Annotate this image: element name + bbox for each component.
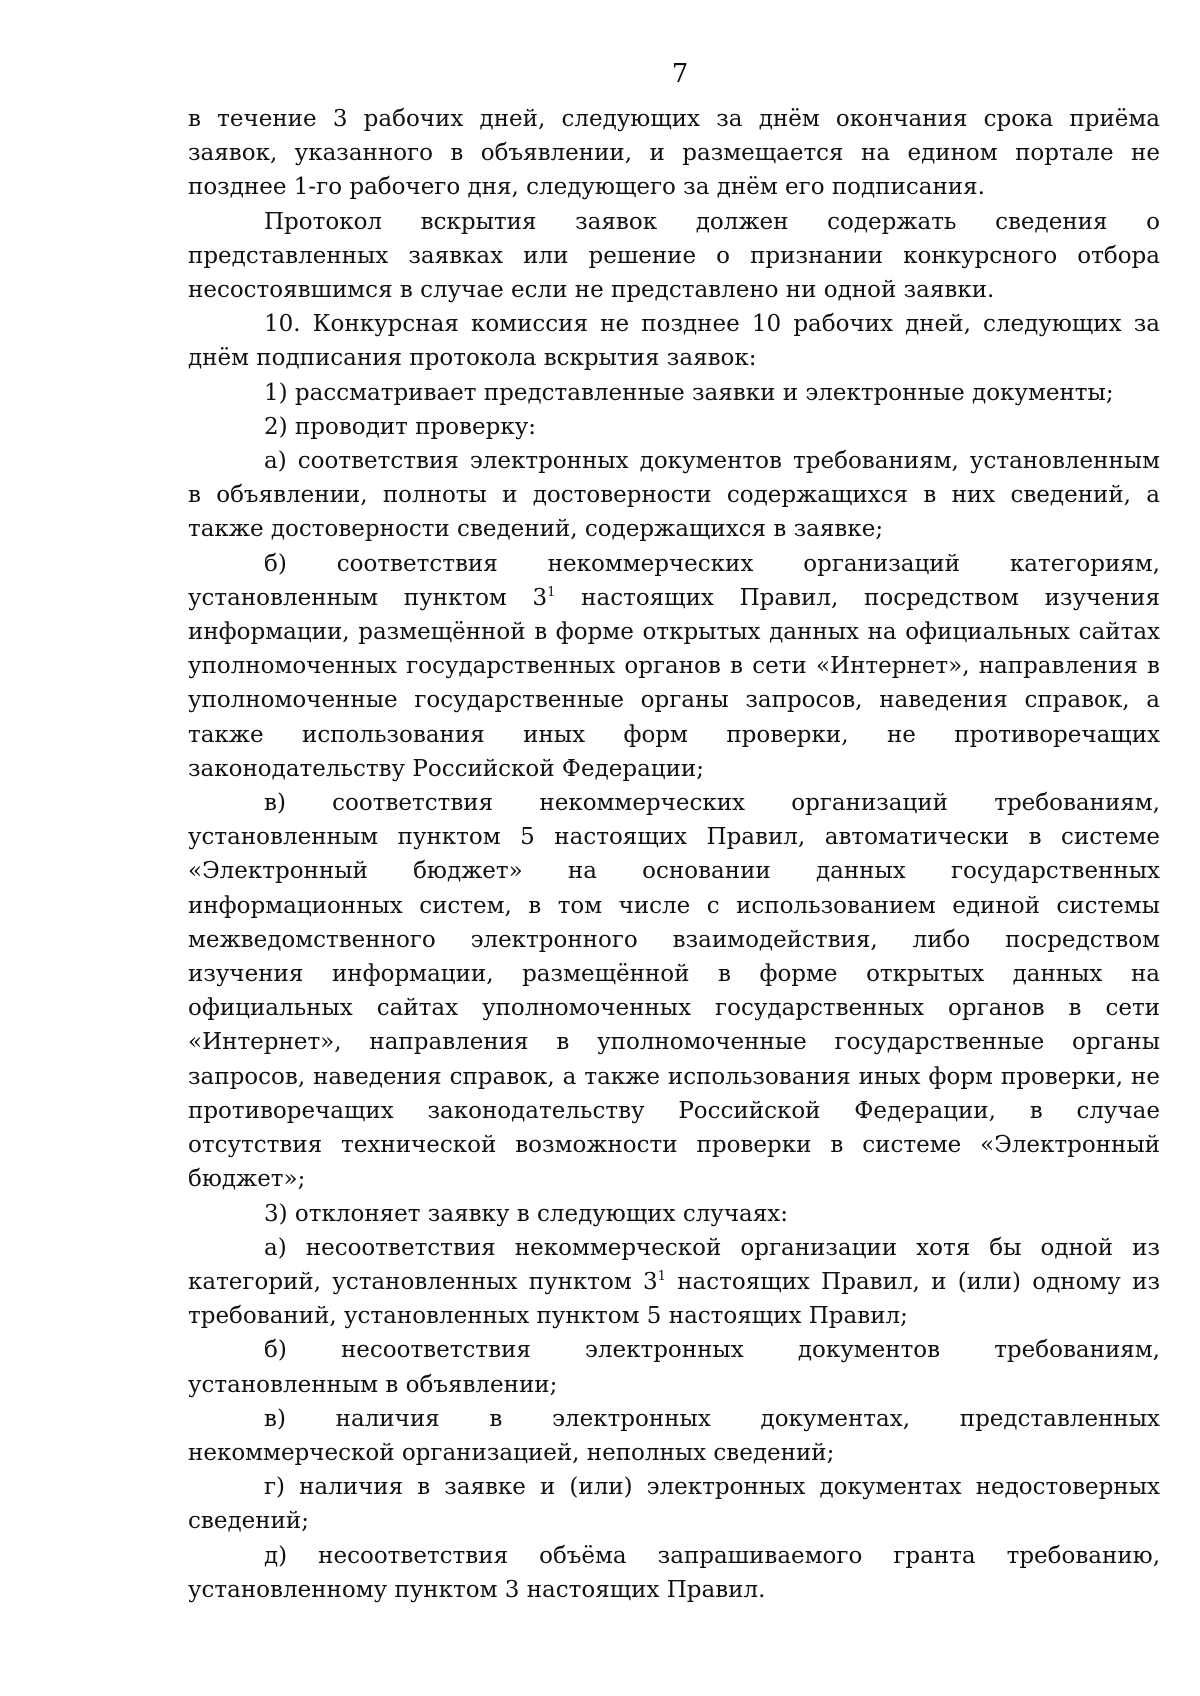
paragraph-subitem-3a (188, 1231, 1160, 1334)
superscript: 1 (547, 584, 556, 600)
page-number: 7 (671, 59, 689, 89)
paragraph-subitem-3g: г) наличия в заявке и (или) электронных документах недостоверных сведений; (188, 1474, 1160, 1535)
document-body (188, 102, 1160, 1607)
paragraph-subitem-2b (188, 547, 1160, 786)
paragraph-text-part: а) несоответствия некоммерческой организации хотя бы одной из категорий, установленных пунктом 3 (188, 1234, 1160, 1295)
paragraph-protocol-contents: Протокол вскрытия заявок должен содержать сведения о представленных заявках или решение о признании конкурсного отбора несостоявшимся в случае если не представлено ни одной заявки. (188, 208, 1160, 304)
paragraph-subitem-2: 2) проводит проверку: (264, 413, 536, 440)
paragraph-continuation: в течение 3 рабочих дней, следующих за днём окончания срока приёма заявок, указанного в объявлении, и размещается на едином портале не позднее 1-го рабочего дня, следующего за днём его подписания. (188, 106, 1160, 201)
paragraph-subitem-3d: д) несоответствия объёма запрашиваемого гранта требованию, установленному пунктом 3 настоящих Правил. (188, 1542, 1160, 1603)
paragraph-subitem-3b: б) несоответствия электронных документов требованиям, установленным в объявлении; (188, 1337, 1160, 1398)
paragraph-subitem-2a: а) соответствия электронных документов требованиям, установленным в объявлении, полноты и достоверности содержащихся в них сведений, а также достоверности сведений, содержащихся в заявке; (188, 448, 1160, 543)
paragraph-subitem-3v: в) наличия в электронных документах, представленных некоммерческой организацией, неполных сведений; (188, 1405, 1160, 1466)
paragraph-subitem-3: 3) отклоняет заявку в следующих случаях: (264, 1200, 788, 1227)
superscript: 1 (657, 1268, 666, 1284)
paragraph-text-part: настоящих Правил, и (или) одному из требований, установленных пунктом 5 настоящих Правил; (188, 1268, 1160, 1330)
paragraph-text-part: настоящих Правил, посредством изучения информации, размещённой в форме открытых данных на официальных сайтах уполномоченных государственных органов в сети «Интернет», направления в уполномоченные государственные органы запросов, наведения справок, а также использования иных форм проверки, не противоречащих законодательству Российской Федерации; (188, 584, 1160, 782)
paragraph-text-part: б) соответствия некоммерческих организаций категориям, установленным пунктом 3 (188, 550, 1160, 611)
paragraph-subitem-1: 1) рассматривает представленные заявки и электронные документы; (264, 379, 1114, 406)
paragraph-item-10: 10. Конкурсная комиссия не позднее 10 рабочих дней, следующих за днём подписания протокола вскрытия заявок: (188, 311, 1160, 372)
paragraph-subitem-2v: в) соответствия некоммерческих организаций требованиям, установленным пунктом 5 настоящих Правил, автоматически в системе «Электронный бюджет» на основании данных государственных информационных систем, в том числе с использованием единой системы межведомственного электронного взаимодействия, либо посредством изучения информации, размещённой в форме открытых данных на официальных сайтах уполномоченных государственных органов в сети «Интернет», направления в уполномоченные государственные органы запросов, наведения справок, а также использования иных форм проверки, не противоречащих законодательству Российской Федерации, в случае отсутствия технической возможности проверки в системе «Электронный бюджет»; (188, 790, 1160, 1193)
